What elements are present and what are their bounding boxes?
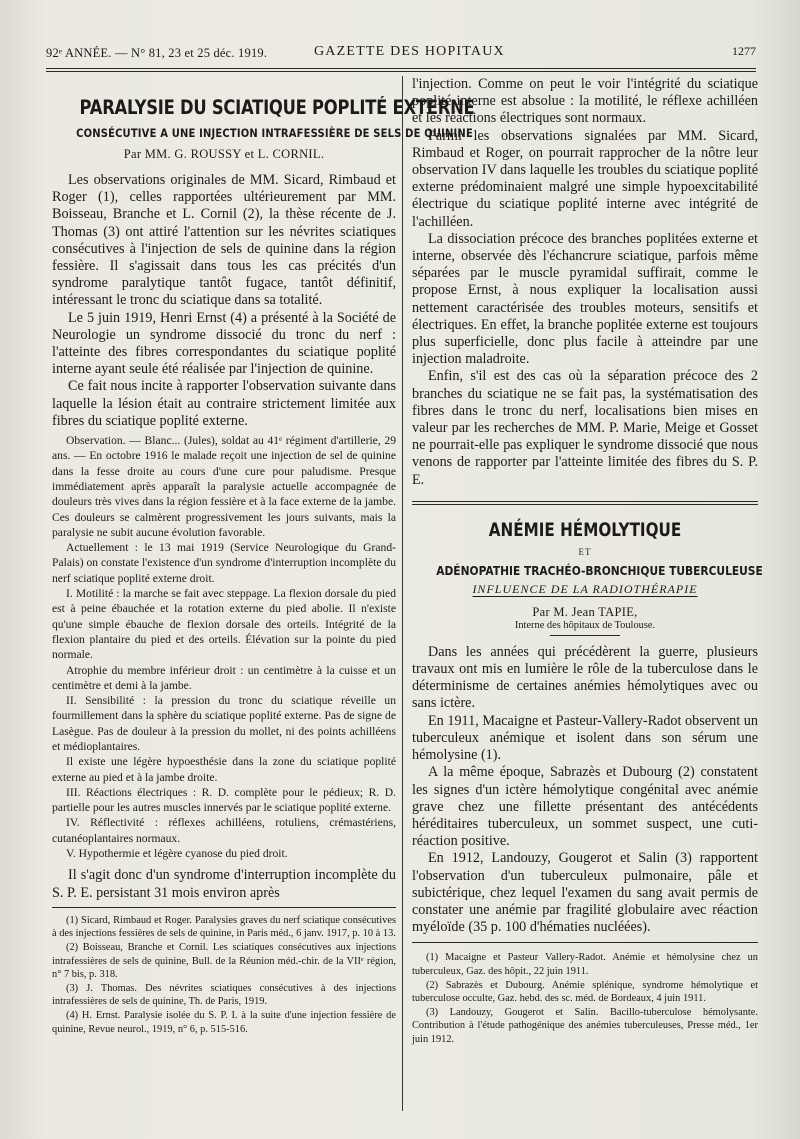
article-title-conjunction: ET [578, 546, 592, 557]
paragraph: Il s'agit donc d'un syndrome d'interruption incomplète du S. P. E. persistant 31 mois environ après [52, 867, 396, 901]
right-column [412, 76, 763, 1046]
paragraph: Les observations originales de MM. Sicard, Rimbaud et Roger (1), celles rapportées ultérieurement par MM. Boisseau, Branche et L. Cornil (2), la thèse récente de J. Thomas (3) ont attiré l'attention sur les névrites sciatiques consécutives à l'injection de sels de quinine dans la région fessière. Il s'agissait dans tous les cas précités d'un syndrome paralytique tantôt fugace, tantôt définitif, intéressant le tronc du sciatique dans sa totalité. [52, 172, 396, 309]
journal-title: GAZETTE DES HOPITAUX [314, 44, 505, 59]
observation-text: Observation. — Blanc... (Jules), soldat au 41ᵉ régiment d'artillerie, 29 ans. — En octobre 1916 le malade reçoit une injection de sel de quinine dans la fesse droite au cours d'une cure pour paludisme. Presque immédiatement après apparaît la paralysie actuelle accompagnée de douleurs très vives dans la région fessière et à la face externe de la jambe. Ces douleurs se calmèrent progressivement les jours suivants, mais la paralysie ne subit aucune évolution favorable. [52, 434, 396, 539]
observation-text: IV. Réflectivité : réflexes achilléens, rotuliens, crémastériens, cutanéoplantaires normaux. [52, 816, 396, 845]
observation-text: V. Hypothermie et légère cyanose du pied droit. [66, 847, 288, 861]
article-title: PARALYSIE DU SCIATIQUE POPLITÉ EXTERNE [79, 96, 475, 119]
paragraph: Le 5 juin 1919, Henri Ernst (4) a présenté à la Société de Neurologie un syndrome dissocié du tronc du nerf : l'atteinte des fibres correspondantes du sciatique poplité interne ayant seule été réalisée par l'injection de quinine. [52, 309, 396, 378]
article-subtitle: CONSÉCUTIVE A UNE INJECTION INTRAFESSIÈRE DE SELS DE QUININE [76, 126, 473, 140]
article-subtitle: INFLUENCE DE LA RADIOTHÉRAPIE [472, 581, 698, 596]
article-byline: Par M. Jean TAPIE, [532, 604, 638, 619]
paragraph: En 1911, Macaigne et Pasteur-Vallery-Radot observent un tuberculeux anémique et isolent dans son sérum une hémolysine (1). [412, 712, 758, 764]
article-title: ANÉMIE HÉMOLYTIQUE [488, 518, 682, 541]
author-affiliation: Interne des hôpitaux de Toulouse. [514, 619, 656, 631]
footnote: (2) Sabrazès et Dubourg. Anémie splénique, syndrome hémolytique et tuberculose occulte, Gaz. hebd. des sc. méd. de Bordeaux, 4 juin 1911. [412, 979, 758, 1005]
footnote: (2) Boisseau, Branche et Cornil. Les sciatiques consécutives aux injections intrafessières de sels de quinine, Bull. de la Réunion méd.-chir. de la VIIᵉ région, n° 7 bis, p. 318. [52, 941, 396, 981]
header-rule [46, 68, 756, 72]
paragraph: Enfin, s'il est des cas où la séparation précoce des 2 branches du sciatique ne se fait pas, la systématisation des fibres dans le tronc du nerf, localisations bien mises en valeur par les recherches de MM. P. Marie, Meige et Gosset ne pourrait-elle pas expliquer le syndrome dissocié que nous venons de rapporter par l'atteinte limitée des fibres du S. P. E. [412, 368, 758, 488]
paragraph: La dissociation précoce des branches poplitées externe et interne, observée dès l'échancrure sciatique, parfois même séparées par le muscle pyramidal suffirait, comme le propose Ernst, à nous expliquer la localisation aussi nettement caractérisée des troubles moteurs, sensitifs et électriques. En effet, la branche poplitée externe est toujours plus superficielle, donc plus facile à atteindre par une injection maladroite. [412, 230, 758, 368]
paragraph: l'injection. Comme on peut le voir l'intégrité du sciatique poplité interne est absolue : la motilité, le réflexe achilléen et les réactions électriques sont normaux. [412, 76, 758, 127]
article-title-line2: ADÉNOPATHIE TRACHÉO-BRONCHIQUE TUBERCULEUSE [436, 562, 763, 578]
observation-text: II. Sensibilité : la pression du tronc du sciatique réveille un fourmillement dans la sphère du sciatique poplité externe. Pas de signe de Lasègue. Pas de douleur à la pression du mollet, ni des points achilléens et médioplantaires. [52, 694, 396, 753]
column-divider [402, 76, 403, 1111]
paragraph: Ce fait nous incite à rapporter l'observation suivante dans laquelle la lésion était au contraire strictement limitée aux fibres du sciatique poplité externe. [52, 378, 396, 429]
article-byline: Par MM. G. ROUSSY et L. CORNIL. [123, 147, 325, 161]
observation-text: III. Réactions électriques : R. D. complète pour le pédieux; R. D. partielle pour les autres muscles innervés par le sciatique poplité externe. [52, 785, 396, 815]
paragraph: Parmi les observations signalées par MM. Sicard, Rimbaud et Roger, on pourrait rapprocher de la nôtre leur observation IV dans laquelle les troubles du sciatique poplité externe prédominaient malgré une simple hypoexcitabilité électrique du sciatique poplité interne avec intégrité de l'achilléen. [412, 127, 758, 230]
paragraph: Dans les années qui précédèrent la guerre, plusieurs travaux ont mis en lumière le rôle de la tuberculose dans le déterminisme de certaines anémies hémolytiques avec ou sans ictère. [412, 643, 758, 712]
observation-text: I. Motilité : la marche se fait avec steppage. La flexion dorsale du pied est à peine ébauchée et la rotation externe du pied abolie. Il n'existe qu'une simple ébauche de flexion dorsale des orteils. Intégrité de la flexion plantaire du pied et des orteils. Élévation sur la pointe du pied normale. [52, 587, 396, 662]
observation-text: Atrophie du membre inférieur droit : un centimètre à la cuisse et un centimètre et demi à la jambe. [52, 663, 396, 692]
running-header [46, 42, 756, 64]
footnote: (3) J. Thomas. Des névrites sciatiques consécutives à des injections intrafessières de sels de quinine, Th. de Paris, 1919. [52, 982, 396, 1008]
footnote: (4) H. Ernst. Paralysie isolée du S. P. I. à la suite d'une injection fessière de quinine, Revue neurol., 1919, n° 6, p. 515-516. [52, 1009, 396, 1035]
paragraph: En 1912, Landouzy, Gougerot et Salin (3) rapportent l'observation d'un tuberculeux pulmonaire, pâle et subictérique, chez lequel l'examen du sang avait permis de constater une anémie par fragilité globulaire avec réaction myéloïde (35 p. 100 d'hématies nucléées). [412, 850, 758, 936]
issue-info: 92ᵉ ANNÉE. — N° 81, 23 et 25 déc. 1919. [46, 46, 268, 60]
footnote: (1) Macaigne et Pasteur Vallery-Radot. Anémie et hémolysine chez un tuberculeux, Gaz. des hôpit., 22 juin 1911. [412, 952, 758, 977]
footnote: (1) Sicard, Rimbaud et Roger. Paralysies graves du nerf sciatique consécutives à des injections fessières de sels de quinine, in Paris méd., 6 janv. 1917, p. 10 à 13. [52, 914, 396, 940]
observation-text: Actuellement : le 13 mai 1919 (Service Neurologique du Grand-Palais) on constate l'existence d'un syndrome d'interruption incomplète du nerf sciatique poplité externe droit. [52, 541, 396, 585]
page-number: 1277 [732, 44, 756, 58]
observation-text: Il existe une légère hypoesthésie dans la zone du sciatique poplité externe au pied et à la jambe droite. [52, 755, 396, 784]
left-column [52, 76, 475, 1036]
footnote: (3) Landouzy, Gougerot et Salin. Bacillo-tuberculose hémolysante. Contribution à l'étude pathogénique des anémies tuberculeuses, Presse méd., 1er juin 1912. [412, 1006, 758, 1045]
paragraph: A la même époque, Sabrazès et Dubourg (2) constatent les signes d'un ictère hémolytique congénital avec anémie grave chez une fillette présentant des antécédents héréditaires tuberculeux, un sommet suspect, une cuti-réaction positive. [412, 764, 758, 850]
